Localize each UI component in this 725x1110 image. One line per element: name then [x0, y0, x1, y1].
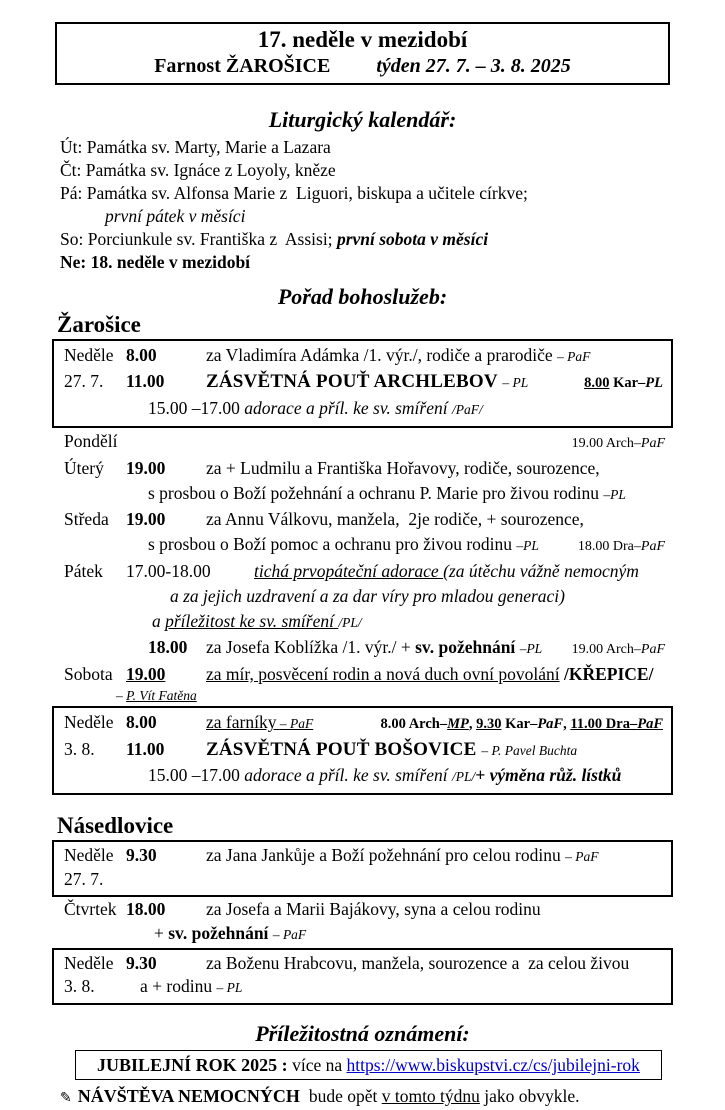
time-label: 11.00 — [126, 739, 165, 759]
other-mass-1: 8.00 Arch– — [380, 716, 448, 732]
visit-pre: bude opět — [304, 1086, 382, 1106]
mass-row-thursday-cont — [64, 921, 665, 947]
note3-underlined: příležitost ke sv. smíření — [165, 611, 339, 631]
other-masses — [572, 429, 665, 456]
calendar-saturday-text: So: Porciunkule sv. Františka z Assisi; — [60, 229, 337, 249]
other-mass-time: 18.00 Dra– — [577, 539, 641, 554]
adoration-sig: /PaF/ — [451, 402, 483, 417]
mass-row-sun1-1100 — [64, 369, 663, 396]
intention-cell — [206, 662, 665, 687]
blessing-text: sv. požehnání — [168, 923, 273, 943]
calendar-sunday: Ne: 18. neděle v mezidobí — [60, 252, 251, 272]
sep: , — [563, 716, 571, 732]
mass-row-nas-sun2-cont — [64, 975, 663, 999]
time-label: 19.00 — [126, 458, 166, 478]
zarosice-weekday-rows — [52, 428, 673, 706]
time-label: 9.30 — [126, 845, 157, 865]
visit-line — [60, 1084, 685, 1110]
adoration-text: adorace a příl. ke sv. smíření — [244, 398, 452, 418]
pencil-icon: ✎ — [60, 1090, 72, 1106]
day-label: Neděle — [64, 953, 114, 973]
week-range: týden 27. 7. – 3. 8. 2025 — [376, 55, 571, 77]
mass-row-friday-evening — [64, 635, 665, 662]
intention-cell — [206, 369, 663, 396]
celebrant-name: P. Vít Fatěna — [126, 688, 197, 703]
intention-cont: s prosbou o Boží pomoc a ochranu pro živou rodinu — [148, 534, 517, 554]
intention-cell — [206, 429, 665, 456]
jubilee-link[interactable]: https://www.biskupstvi.cz/cs/jubilejni-rok — [346, 1055, 640, 1075]
time-cell — [126, 343, 206, 369]
other-mass-1-sig: MP — [447, 716, 469, 732]
other-mass-place: Kar– — [609, 375, 646, 391]
jubilee-text: více na — [292, 1055, 347, 1075]
other-mass-3: 11.00 Dra– — [570, 716, 638, 732]
intention-text: za Josefa Koblížka /1. výr./ + — [206, 637, 416, 657]
intention-cell — [126, 559, 665, 584]
time-label: 8.00 — [126, 712, 157, 732]
calendar-friday: Pá: Památka sv. Alfonsa Marie z Liguori, biskupa a učitele církve; — [60, 183, 528, 203]
zarosice-sunday1-box — [52, 339, 673, 428]
mass-row-thursday — [64, 898, 665, 921]
time-label: 8.00 — [126, 345, 157, 365]
mass-row-tuesday-cont — [64, 481, 665, 507]
header-box — [55, 22, 670, 85]
date-label: 27. 7. — [64, 869, 104, 889]
calendar-tuesday: Út: Památka sv. Marty, Marie a Lazara — [60, 137, 331, 157]
other-mass-time: 19.00 Arch– — [571, 642, 641, 657]
other-mass-sig: PaF — [640, 436, 665, 451]
jubilee-label: JUBILEJNÍ ROK 2025 : — [97, 1055, 293, 1075]
adoration-time: 15.00 –17.00 — [148, 398, 245, 418]
time-label: 19.00 — [126, 664, 166, 684]
other-mass-sig: PaF — [640, 642, 665, 657]
date-label: 3. 8. — [64, 976, 95, 996]
time-cell — [126, 952, 206, 975]
celebrant-sig: – PL — [216, 980, 243, 995]
mass-row-friday-note3 — [64, 609, 665, 635]
other-mass-sig: PL — [645, 375, 663, 391]
day-label: Pátek — [64, 561, 103, 581]
mass-row-saturday-celebrant — [64, 687, 665, 705]
celebrant-sig: – P. Pavel Buchta — [481, 743, 578, 758]
other-mass-sig: PaF — [640, 539, 665, 554]
time-cell — [126, 635, 206, 662]
other-mass-2: 9.30 — [476, 716, 502, 732]
adoration-note: (za útěchu vážně nemocným — [443, 561, 639, 581]
mass-row-wednesday — [64, 507, 665, 532]
day-label: Pondělí — [64, 431, 118, 451]
bulletin-title: 17. neděle v mezidobí — [257, 27, 468, 52]
zarosice-heading: Žarošice — [57, 312, 141, 337]
note3-pre: a — [152, 611, 166, 631]
nasedlovice-sunday2-box — [52, 948, 673, 1005]
adoration-sig: /PL/ — [451, 769, 476, 784]
time-label: 17.00-18.00 — [126, 561, 211, 581]
intention-text: za Annu Válkovu, manžela, 2je rodiče, + sourozence, — [206, 509, 584, 529]
intention-cell — [206, 710, 663, 737]
other-masses — [578, 532, 665, 559]
pilgrimage-title: ZÁSVĚTNÁ POUŤ ARCHLEBOV — [206, 371, 503, 392]
pilgrimage-title: ZÁSVĚTNÁ POUŤ BOŠOVICE — [206, 739, 482, 760]
time-cell — [126, 456, 206, 481]
visit-label: NÁVŠTĚVA NEMOCNÝCH — [77, 1086, 305, 1106]
other-mass-2-sig: PaF — [537, 716, 564, 732]
dash: – — [116, 688, 127, 703]
calendar-thursday: Čt: Památka sv. Ignáce z Loyoly, kněze — [60, 160, 336, 180]
other-masses — [381, 710, 664, 737]
day-label: Neděle — [64, 845, 114, 865]
mass-row-nas-sun1-date — [64, 868, 663, 891]
calendar-friday-note: první pátek v měsíci — [105, 206, 246, 226]
intention-cell — [206, 737, 663, 763]
day-label: Neděle — [64, 345, 114, 365]
other-masses — [584, 369, 663, 396]
day-label: Sobota — [64, 664, 113, 684]
announcements-title: Příležitostná oznámení: — [255, 1021, 470, 1046]
other-mass-3-sig: PaF — [637, 716, 663, 732]
intention-text: za farníky — [206, 712, 277, 732]
intention-text: za + Ludmilu a Františka Hořavovy, rodiče, sourozence, — [206, 458, 600, 478]
adoration-text: adorace a příl. ke sv. smíření — [244, 765, 452, 785]
other-mass-time: 8.00 — [584, 375, 610, 391]
note3-sig: /PL/ — [338, 615, 362, 630]
time-label: 18.00 — [148, 637, 188, 657]
celebrant-sig: –PL — [603, 487, 626, 502]
place-label: /KŘEPICE/ — [559, 664, 654, 684]
nasedlovice-weekday-rows — [52, 897, 673, 948]
celebrant-sig: – PaF — [272, 927, 307, 942]
intention-text: za Josefa a Marii Bajákovy, syna a celou rodinu — [206, 899, 541, 919]
time-cell — [126, 898, 206, 921]
mass-row-saturday — [64, 662, 665, 687]
celebrant-sig: –PL — [519, 641, 543, 656]
day-label: Čtvrtek — [64, 899, 117, 919]
celebrant-sig: – PL — [502, 375, 529, 390]
mass-row-friday — [64, 559, 665, 584]
nasedlovice-heading: Násedlovice — [57, 813, 174, 838]
rosary-exchange: + výměna růž. lístků — [475, 765, 622, 785]
mass-row-friday-note2: a za jejich uzdravení a za dar víry pro mladou generaci) — [170, 586, 565, 606]
nasedlovice-sunday1-box — [52, 840, 673, 897]
time-cell — [126, 507, 206, 532]
schedule-title: Pořad bohoslužeb: — [277, 284, 448, 309]
liturgical-calendar-title: Liturgický kalendář: — [268, 107, 457, 132]
blessing-text: sv. požehnání — [415, 637, 520, 657]
mass-row-sun2-1100 — [64, 737, 663, 763]
time-label: 11.00 — [126, 371, 165, 391]
intention-cont: a + rodinu — [140, 976, 217, 996]
time-cell — [126, 429, 206, 456]
celebrant-sig: – PaF — [557, 349, 591, 364]
adoration-row — [64, 396, 663, 422]
intention-cell — [206, 343, 663, 369]
adoration-title: tichá prvopáteční adorace — [254, 561, 444, 581]
mass-row-nas-sun2 — [64, 952, 663, 975]
time-cell — [126, 737, 206, 763]
celebrant-sig: – PaF — [565, 849, 599, 864]
intention-cell — [206, 844, 663, 868]
intention-text: za Jana Jankůje a Boží požehnání pro celou rodinu — [206, 845, 566, 865]
header-subtitle — [61, 54, 664, 78]
mass-row-tuesday — [64, 456, 665, 481]
intention-text: za Vladimíra Adámka /1. výr./, rodiče a prarodiče — [206, 345, 558, 365]
intention-text: za Boženu Hrabcovu, manžela, sourozence a za celou živou — [206, 953, 630, 973]
liturgical-calendar — [60, 136, 685, 274]
intention-cont: s prosbou o Boží požehnání a ochranu P. Marie pro živou rodinu — [148, 483, 604, 503]
day-label: Neděle — [64, 712, 114, 732]
mass-row-wednesday-cont — [64, 532, 665, 559]
other-mass-time: 19.00 Arch– — [571, 436, 641, 451]
mass-row-sun1-800 — [64, 343, 663, 369]
intention-cell — [206, 635, 665, 662]
visit-week: v tomto týdnu — [381, 1086, 480, 1106]
plus-sign: + — [154, 923, 169, 943]
other-mass-2-place: Kar– — [501, 716, 538, 732]
mass-row-nas-sun1 — [64, 844, 663, 868]
celebrant-sig: – PaF — [276, 716, 314, 731]
day-label: Úterý — [64, 458, 104, 478]
visit-post: jako obvykle. — [479, 1086, 580, 1106]
time-cell — [126, 662, 206, 687]
intention-text: za mír, posvěcení rodin a nová duch ovní povolání — [206, 664, 560, 684]
day-label: Středa — [64, 509, 109, 529]
parish-name: Farnost ŽAROŠICE — [154, 55, 331, 77]
sep: , — [468, 716, 477, 732]
zarosice-sunday2-box — [52, 706, 673, 795]
mass-row-sun2-800 — [64, 710, 663, 737]
adoration-time: 15.00 –17.00 — [148, 765, 245, 785]
time-cell — [126, 844, 206, 868]
adoration-row — [64, 763, 663, 789]
time-cell — [126, 710, 206, 737]
time-label: 19.00 — [126, 509, 166, 529]
celebrant-sig: –PL — [516, 538, 539, 553]
time-cell — [126, 369, 206, 396]
calendar-saturday — [60, 228, 685, 251]
intention-cont-cell — [126, 975, 663, 999]
calendar-saturday-note: první sobota v měsíci — [336, 229, 489, 249]
mass-row-monday — [64, 429, 665, 456]
other-masses — [572, 635, 665, 662]
day-label — [64, 635, 126, 662]
jubilee-box — [75, 1050, 662, 1080]
date-label: 27. 7. — [64, 371, 104, 391]
time-label: 9.30 — [126, 953, 157, 973]
time-label: 18.00 — [126, 899, 166, 919]
date-label: 3. 8. — [64, 739, 95, 759]
